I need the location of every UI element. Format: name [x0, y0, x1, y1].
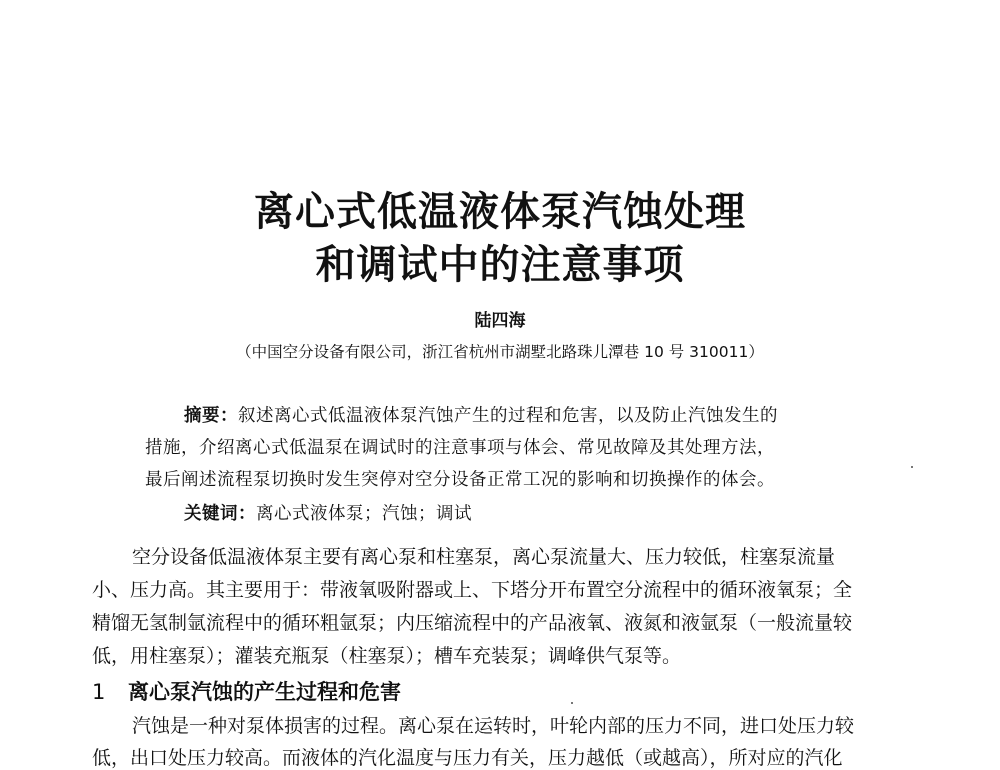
section-heading-1 [92, 676, 401, 706]
paragraph-2-line-1: 汽蚀是一种对泵体损害的过程。离心泵在运转时，叶轮内部的压力不同，进口处压力较 [132, 715, 855, 737]
section-number: 1 [92, 680, 106, 704]
title-line-2: 和调试中的注意事项 [315, 241, 685, 288]
scan-speck [571, 702, 573, 704]
paragraph-1-line-1: 空分设备低温液体泵主要有离心泵和柱塞泵，离心泵流量大、压力较低，柱塞泵流量 [132, 546, 836, 568]
author-name: 陆四海 [474, 311, 526, 331]
abstract-line-1 [184, 402, 778, 427]
paragraph-1-line-2: 小、压力高。其主要用于：带液氧吸附器或上、下塔分开布置空分流程中的循环液氧泵；全 [92, 579, 853, 601]
keywords-line [184, 500, 472, 525]
abstract-line-3: 最后阐述流程泵切换时发生突停对空分设备正常工况的影响和切换操作的体会。 [145, 470, 775, 490]
paragraph-2-line-2: 低，出口处压力较高。而液体的汽化温度与压力有关，压力越低（或越高），所对应的汽化 [92, 747, 843, 769]
paragraph-1-line-4: 低，用柱塞泵）；灌装充瓶泵（柱塞泵）；槽车充装泵；调峰供气泵等。 [92, 645, 682, 667]
scan-speck [911, 466, 913, 468]
section-title: 离心泵汽蚀的产生过程和危害 [128, 680, 401, 704]
keywords-label: 关键词： [184, 504, 256, 524]
author-affiliation: （中国空分设备有限公司，浙江省杭州市湖墅北路珠儿潭巷 10 号 310011） [236, 343, 764, 361]
abstract-label: 摘要： [184, 406, 238, 426]
paragraph-1-line-3: 精馏无氢制氩流程中的循环粗氩泵；内压缩流程中的产品液氧、液氮和液氩泵（一般流量较 [92, 612, 853, 634]
title-line-1: 离心式低温液体泵汽蚀处理 [254, 188, 746, 235]
abstract-line-2: 措施，介绍离心式低温泵在调试时的注意事项与体会、常见故障及其处理方法， [145, 438, 775, 458]
keywords-text: 离心式液体泵；汽蚀；调试 [256, 504, 472, 524]
abstract-text-1: 叙述离心式低温液体泵汽蚀产生的过程和危害，以及防止汽蚀发生的 [238, 406, 778, 426]
